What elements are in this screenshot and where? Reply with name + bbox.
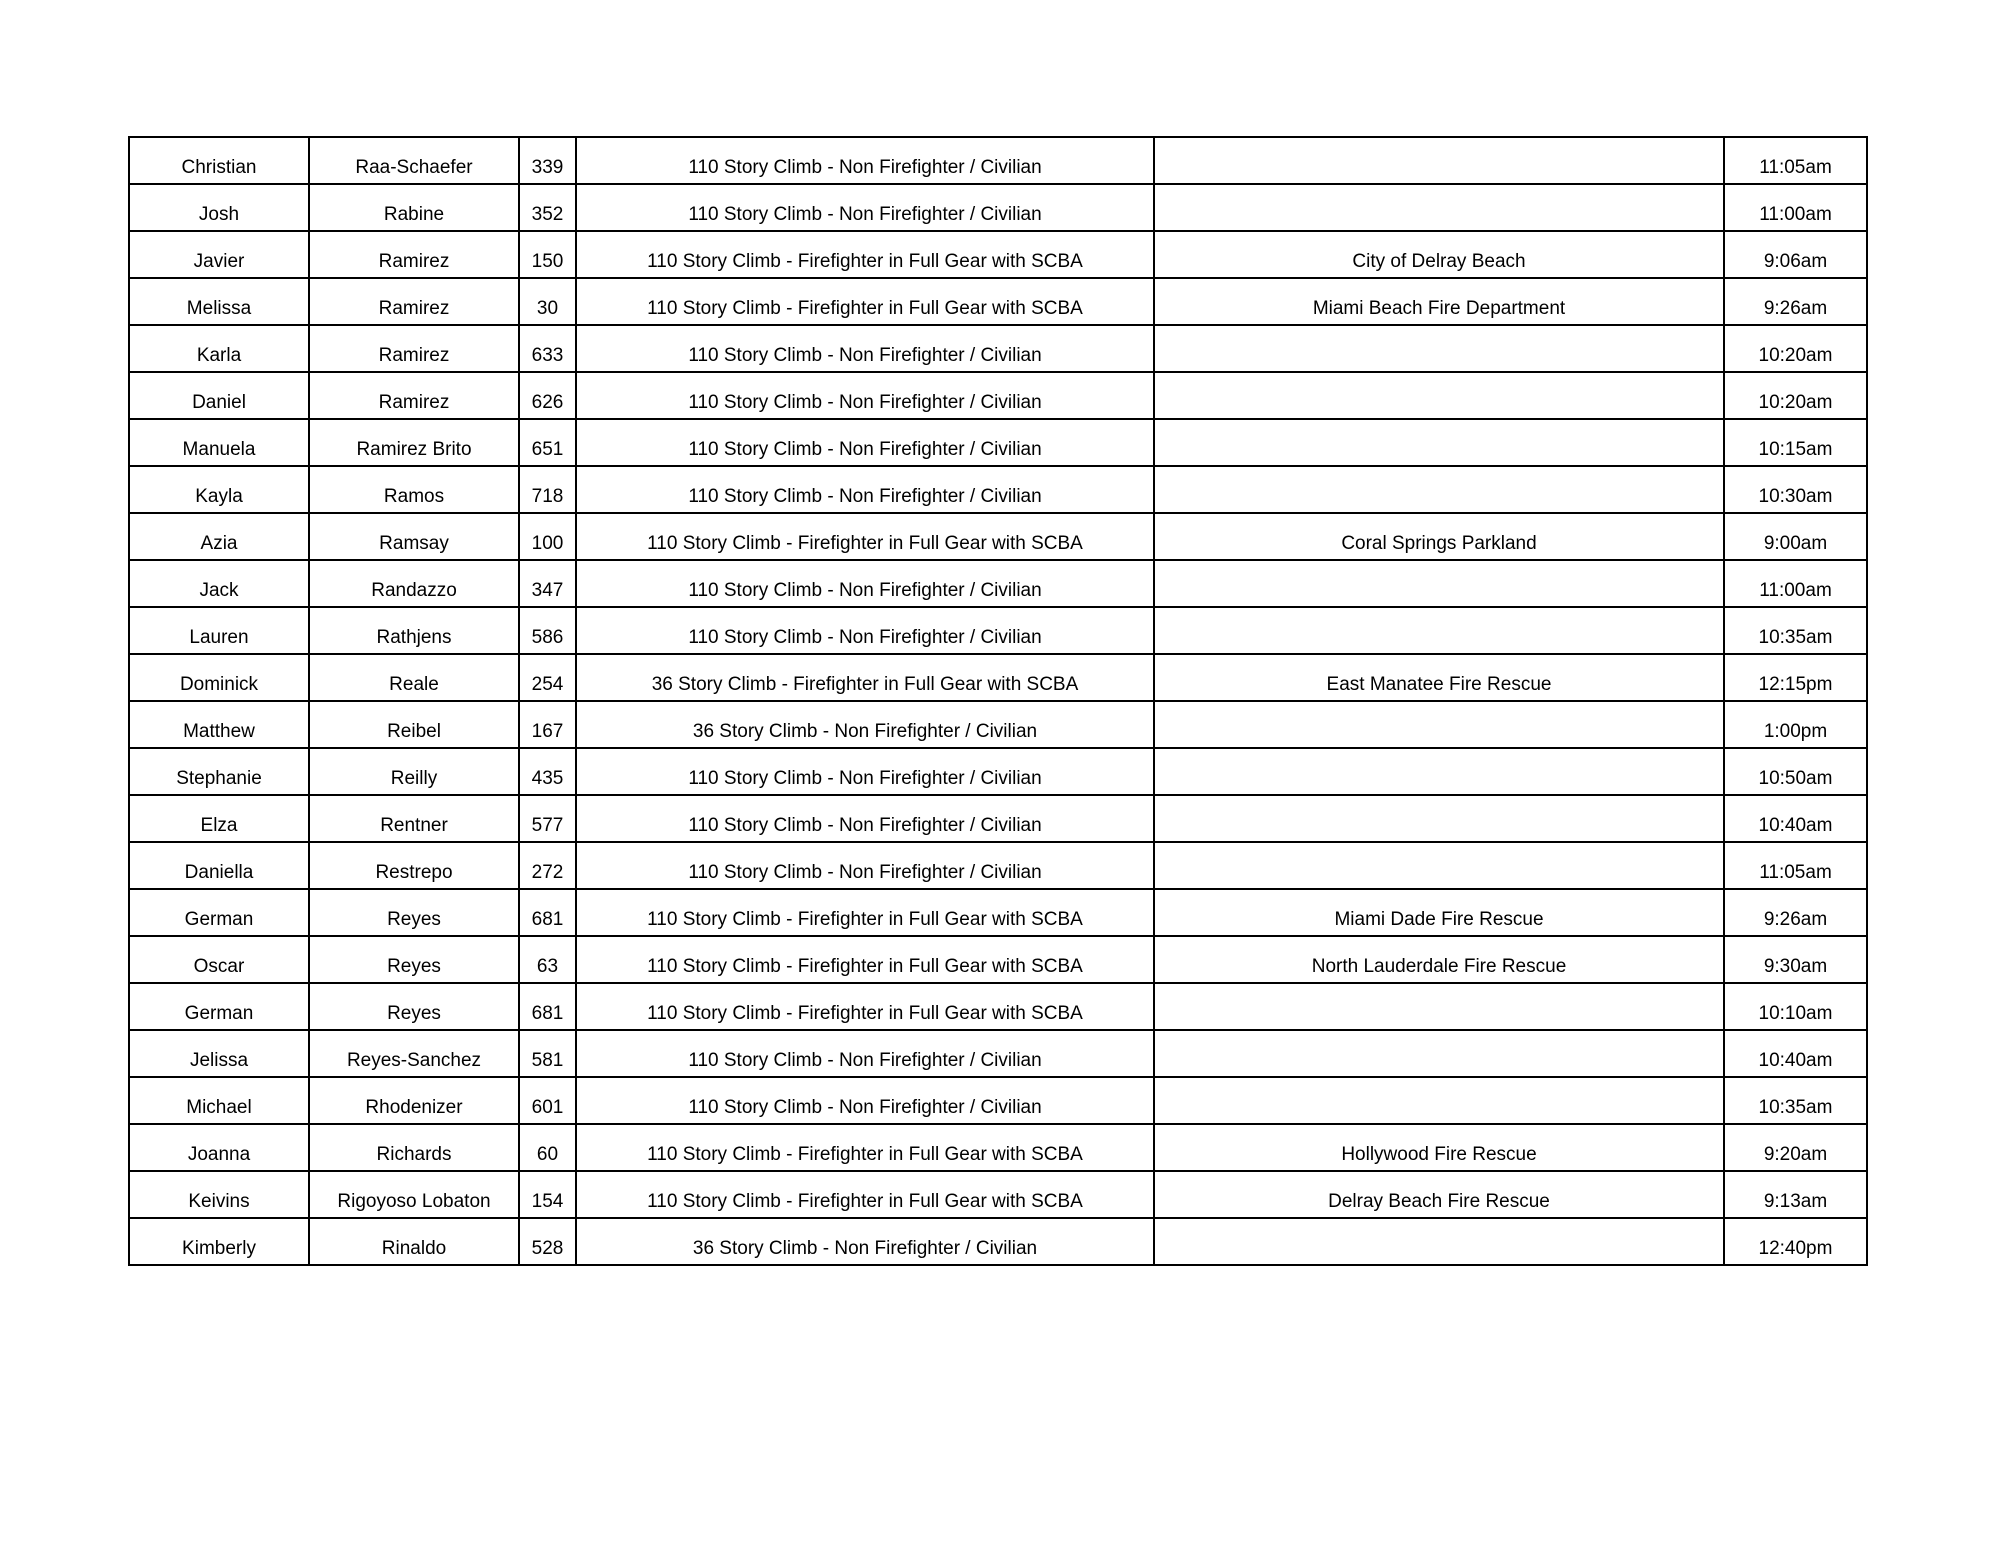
start-time-cell: 1:00pm: [1724, 701, 1867, 748]
table-row: [129, 654, 1867, 701]
last-name-cell: Rentner: [309, 795, 519, 842]
last-name-cell: Reyes-Sanchez: [309, 1030, 519, 1077]
last-name-cell: Reyes: [309, 889, 519, 936]
first-name-cell: Jelissa: [129, 1030, 309, 1077]
table-row: [129, 701, 1867, 748]
first-name-cell: German: [129, 983, 309, 1030]
bib-number-cell: 528: [519, 1218, 576, 1265]
first-name-cell: Michael: [129, 1077, 309, 1124]
department-cell: [1154, 184, 1724, 231]
event-cell: 110 Story Climb - Non Firefighter / Civilian: [576, 184, 1154, 231]
department-cell: City of Delray Beach: [1154, 231, 1724, 278]
table-row: [129, 560, 1867, 607]
department-cell: Coral Springs Parkland: [1154, 513, 1724, 560]
start-time-cell: 9:30am: [1724, 936, 1867, 983]
last-name-cell: Ramirez: [309, 278, 519, 325]
department-cell: Miami Beach Fire Department: [1154, 278, 1724, 325]
bib-number-cell: 435: [519, 748, 576, 795]
table-row: [129, 231, 1867, 278]
first-name-cell: Daniella: [129, 842, 309, 889]
bib-number-cell: 586: [519, 607, 576, 654]
department-cell: [1154, 1077, 1724, 1124]
event-cell: 110 Story Climb - Firefighter in Full Gear with SCBA: [576, 889, 1154, 936]
table-row: [129, 842, 1867, 889]
bib-number-cell: 581: [519, 1030, 576, 1077]
last-name-cell: Reyes: [309, 983, 519, 1030]
first-name-cell: Josh: [129, 184, 309, 231]
start-time-cell: 10:10am: [1724, 983, 1867, 1030]
first-name-cell: Javier: [129, 231, 309, 278]
first-name-cell: Kimberly: [129, 1218, 309, 1265]
first-name-cell: Oscar: [129, 936, 309, 983]
participant-table-body: [129, 137, 1867, 1265]
department-cell: Hollywood Fire Rescue: [1154, 1124, 1724, 1171]
table-row: [129, 936, 1867, 983]
table-row: [129, 607, 1867, 654]
first-name-cell: Manuela: [129, 419, 309, 466]
first-name-cell: Daniel: [129, 372, 309, 419]
table-row: [129, 889, 1867, 936]
first-name-cell: Elza: [129, 795, 309, 842]
event-cell: 110 Story Climb - Non Firefighter / Civilian: [576, 1030, 1154, 1077]
start-time-cell: 9:26am: [1724, 889, 1867, 936]
last-name-cell: Raa-Schaefer: [309, 137, 519, 184]
bib-number-cell: 633: [519, 325, 576, 372]
last-name-cell: Rinaldo: [309, 1218, 519, 1265]
last-name-cell: Ramirez Brito: [309, 419, 519, 466]
start-time-cell: 9:26am: [1724, 278, 1867, 325]
event-cell: 110 Story Climb - Firefighter in Full Gear with SCBA: [576, 936, 1154, 983]
last-name-cell: Rabine: [309, 184, 519, 231]
bib-number-cell: 100: [519, 513, 576, 560]
event-cell: 110 Story Climb - Non Firefighter / Civilian: [576, 748, 1154, 795]
department-cell: Delray Beach Fire Rescue: [1154, 1171, 1724, 1218]
bib-number-cell: 577: [519, 795, 576, 842]
department-cell: [1154, 137, 1724, 184]
event-cell: 110 Story Climb - Non Firefighter / Civilian: [576, 1077, 1154, 1124]
table-row: [129, 137, 1867, 184]
event-cell: 110 Story Climb - Firefighter in Full Gear with SCBA: [576, 1171, 1154, 1218]
start-time-cell: 9:06am: [1724, 231, 1867, 278]
department-cell: [1154, 701, 1724, 748]
table-row: [129, 513, 1867, 560]
start-time-cell: 9:20am: [1724, 1124, 1867, 1171]
event-cell: 36 Story Climb - Firefighter in Full Gear with SCBA: [576, 654, 1154, 701]
first-name-cell: Jack: [129, 560, 309, 607]
event-cell: 110 Story Climb - Firefighter in Full Gear with SCBA: [576, 278, 1154, 325]
event-cell: 110 Story Climb - Non Firefighter / Civilian: [576, 372, 1154, 419]
bib-number-cell: 30: [519, 278, 576, 325]
last-name-cell: Ramos: [309, 466, 519, 513]
department-cell: [1154, 748, 1724, 795]
event-cell: 36 Story Climb - Non Firefighter / Civilian: [576, 1218, 1154, 1265]
first-name-cell: Melissa: [129, 278, 309, 325]
last-name-cell: Reale: [309, 654, 519, 701]
start-time-cell: 10:20am: [1724, 372, 1867, 419]
first-name-cell: Keivins: [129, 1171, 309, 1218]
department-cell: [1154, 372, 1724, 419]
start-time-cell: 10:35am: [1724, 1077, 1867, 1124]
bib-number-cell: 167: [519, 701, 576, 748]
department-cell: [1154, 842, 1724, 889]
table-row: [129, 372, 1867, 419]
last-name-cell: Richards: [309, 1124, 519, 1171]
start-time-cell: 11:00am: [1724, 560, 1867, 607]
event-cell: 110 Story Climb - Non Firefighter / Civilian: [576, 137, 1154, 184]
start-time-cell: 11:00am: [1724, 184, 1867, 231]
bib-number-cell: 347: [519, 560, 576, 607]
department-cell: [1154, 1030, 1724, 1077]
last-name-cell: Rathjens: [309, 607, 519, 654]
department-cell: East Manatee Fire Rescue: [1154, 654, 1724, 701]
event-cell: 36 Story Climb - Non Firefighter / Civilian: [576, 701, 1154, 748]
table-row: [129, 1218, 1867, 1265]
table-row: [129, 466, 1867, 513]
start-time-cell: 11:05am: [1724, 137, 1867, 184]
last-name-cell: Reyes: [309, 936, 519, 983]
bib-number-cell: 63: [519, 936, 576, 983]
event-cell: 110 Story Climb - Non Firefighter / Civilian: [576, 325, 1154, 372]
last-name-cell: Rhodenizer: [309, 1077, 519, 1124]
event-cell: 110 Story Climb - Non Firefighter / Civilian: [576, 842, 1154, 889]
bib-number-cell: 60: [519, 1124, 576, 1171]
bib-number-cell: 681: [519, 889, 576, 936]
bib-number-cell: 154: [519, 1171, 576, 1218]
last-name-cell: Reilly: [309, 748, 519, 795]
event-cell: 110 Story Climb - Non Firefighter / Civilian: [576, 795, 1154, 842]
department-cell: [1154, 419, 1724, 466]
last-name-cell: Ramirez: [309, 325, 519, 372]
first-name-cell: Dominick: [129, 654, 309, 701]
bib-number-cell: 718: [519, 466, 576, 513]
last-name-cell: Randazzo: [309, 560, 519, 607]
start-time-cell: 9:13am: [1724, 1171, 1867, 1218]
last-name-cell: Ramirez: [309, 372, 519, 419]
start-time-cell: 9:00am: [1724, 513, 1867, 560]
last-name-cell: Ramsay: [309, 513, 519, 560]
last-name-cell: Reibel: [309, 701, 519, 748]
table-row: [129, 748, 1867, 795]
start-time-cell: 10:40am: [1724, 1030, 1867, 1077]
first-name-cell: Karla: [129, 325, 309, 372]
bib-number-cell: 352: [519, 184, 576, 231]
event-cell: 110 Story Climb - Firefighter in Full Gear with SCBA: [576, 983, 1154, 1030]
table-row: [129, 325, 1867, 372]
start-time-cell: 11:05am: [1724, 842, 1867, 889]
table-row: [129, 1124, 1867, 1171]
bib-number-cell: 272: [519, 842, 576, 889]
first-name-cell: Matthew: [129, 701, 309, 748]
department-cell: [1154, 560, 1724, 607]
department-cell: [1154, 795, 1724, 842]
department-cell: [1154, 466, 1724, 513]
first-name-cell: German: [129, 889, 309, 936]
bib-number-cell: 254: [519, 654, 576, 701]
first-name-cell: Lauren: [129, 607, 309, 654]
start-time-cell: 10:50am: [1724, 748, 1867, 795]
table-row: [129, 983, 1867, 1030]
bib-number-cell: 601: [519, 1077, 576, 1124]
first-name-cell: Stephanie: [129, 748, 309, 795]
event-cell: 110 Story Climb - Non Firefighter / Civilian: [576, 419, 1154, 466]
table-row: [129, 1077, 1867, 1124]
table-row: [129, 419, 1867, 466]
event-cell: 110 Story Climb - Firefighter in Full Gear with SCBA: [576, 231, 1154, 278]
first-name-cell: Azia: [129, 513, 309, 560]
last-name-cell: Rigoyoso Lobaton: [309, 1171, 519, 1218]
participant-table: [128, 136, 1868, 1266]
bib-number-cell: 626: [519, 372, 576, 419]
start-time-cell: 10:20am: [1724, 325, 1867, 372]
bib-number-cell: 651: [519, 419, 576, 466]
start-time-cell: 10:40am: [1724, 795, 1867, 842]
bib-number-cell: 150: [519, 231, 576, 278]
first-name-cell: Christian: [129, 137, 309, 184]
start-time-cell: 12:40pm: [1724, 1218, 1867, 1265]
department-cell: [1154, 325, 1724, 372]
event-cell: 110 Story Climb - Non Firefighter / Civilian: [576, 607, 1154, 654]
table-row: [129, 278, 1867, 325]
last-name-cell: Ramirez: [309, 231, 519, 278]
first-name-cell: Joanna: [129, 1124, 309, 1171]
first-name-cell: Kayla: [129, 466, 309, 513]
event-cell: 110 Story Climb - Firefighter in Full Gear with SCBA: [576, 1124, 1154, 1171]
event-cell: 110 Story Climb - Non Firefighter / Civilian: [576, 560, 1154, 607]
start-time-cell: 10:35am: [1724, 607, 1867, 654]
department-cell: [1154, 607, 1724, 654]
event-cell: 110 Story Climb - Non Firefighter / Civilian: [576, 466, 1154, 513]
start-time-cell: 10:15am: [1724, 419, 1867, 466]
table-row: [129, 1030, 1867, 1077]
department-cell: [1154, 983, 1724, 1030]
bib-number-cell: 339: [519, 137, 576, 184]
table-row: [129, 795, 1867, 842]
event-cell: 110 Story Climb - Firefighter in Full Gear with SCBA: [576, 513, 1154, 560]
last-name-cell: Restrepo: [309, 842, 519, 889]
start-time-cell: 10:30am: [1724, 466, 1867, 513]
department-cell: [1154, 1218, 1724, 1265]
table-row: [129, 184, 1867, 231]
start-time-cell: 12:15pm: [1724, 654, 1867, 701]
bib-number-cell: 681: [519, 983, 576, 1030]
table-row: [129, 1171, 1867, 1218]
department-cell: Miami Dade Fire Rescue: [1154, 889, 1724, 936]
department-cell: North Lauderdale Fire Rescue: [1154, 936, 1724, 983]
